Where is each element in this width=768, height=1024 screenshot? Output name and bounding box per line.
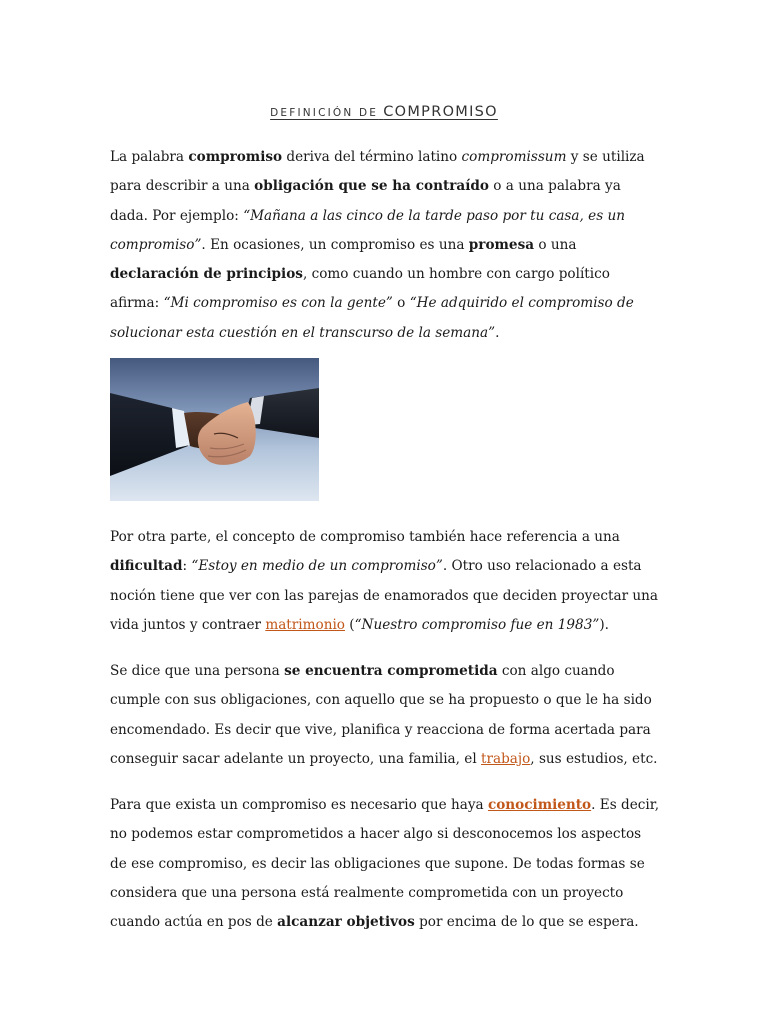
- text: con algo cuando cumple con sus obligaciones, con aquello que se ha propuesto o que le ha sido encomendado. Es decir que vive, planifica y reacciona de forma acertada para conseguir sacar adelante un proyecto, una familia, el: [110, 663, 652, 767]
- text: La palabra: [110, 149, 189, 165]
- text: . En ocasiones, un compromiso es una: [201, 236, 469, 253]
- text: o: [392, 295, 410, 312]
- italic-term: compromissum: [461, 149, 567, 165]
- bold-term: dificultad: [110, 558, 183, 575]
- text: :: [182, 558, 192, 575]
- text: y se utiliza para describir a una: [110, 149, 645, 195]
- italic-quote: “Mañana a las cinco de la tarde paso por tu casa, es un compromiso”: [110, 207, 626, 253]
- bold-term: alcanzar objetivos: [277, 914, 415, 931]
- bold-term: compromiso: [188, 149, 283, 165]
- text: ).: [599, 616, 609, 633]
- paragraph-knowledge: [110, 791, 662, 937]
- text: Se dice que una persona: [110, 663, 285, 679]
- text: , sus estudios, etc.: [530, 750, 658, 767]
- bold-term: declaración de principios: [110, 266, 303, 283]
- title-word: COMPROMISO: [383, 104, 498, 120]
- handshake-icon: [110, 358, 319, 501]
- text: . Es decir, no podemos estar comprometidos a hacer algo si desconocemos los aspectos de ese compromiso, es decir las obligaciones que supone. De todas formas se considera que una persona está realmente comprometida con un proyecto cuando actúa en pos de: [110, 797, 660, 931]
- paragraph-difficulty: [110, 523, 662, 640]
- link-matrimonio[interactable]: matrimonio: [265, 616, 345, 633]
- handshake-image: [110, 358, 319, 501]
- text: o a una palabra ya dada. Por ejemplo:: [110, 178, 621, 224]
- bold-term: promesa: [468, 236, 535, 253]
- page-title: [0, 101, 768, 120]
- bold-term: se encuentra comprometida: [284, 663, 498, 679]
- italic-quote: “He adquirido el compromiso de solucionar esta cuestión en el transcurso de la semana”: [110, 295, 634, 341]
- text: o una: [534, 236, 577, 253]
- title-prefix: DEFINICIÓN DE: [270, 107, 379, 119]
- italic-quote: “Estoy en medio de un compromiso”: [191, 558, 443, 575]
- italic-quote: “Nuestro compromiso fue en 1983”: [354, 616, 600, 633]
- paragraph-definition: [110, 143, 662, 348]
- bold-term: obligación que se ha contraído: [254, 178, 489, 195]
- link-trabajo[interactable]: trabajo: [481, 750, 531, 767]
- text: (: [344, 616, 355, 633]
- text: .: [495, 324, 500, 341]
- text: Por otra parte, el concepto de compromiso también hace referencia a una: [110, 529, 620, 545]
- text: por encima de lo que se espera.: [414, 914, 639, 931]
- paragraph-committed-person: [110, 657, 662, 774]
- text: deriva del término latino: [282, 149, 462, 165]
- text: Para que exista un compromiso es necesario que haya: [110, 797, 488, 813]
- text: , como cuando un hombre con cargo político afirma:: [110, 266, 610, 312]
- link-conocimiento[interactable]: conocimiento: [487, 797, 592, 813]
- italic-quote: “Mi compromiso es con la gente”: [163, 295, 393, 312]
- text: . Otro uso relacionado a esta noción tiene que ver con las parejas de enamorados que deciden proyectar una vida juntos y contraer: [110, 558, 658, 633]
